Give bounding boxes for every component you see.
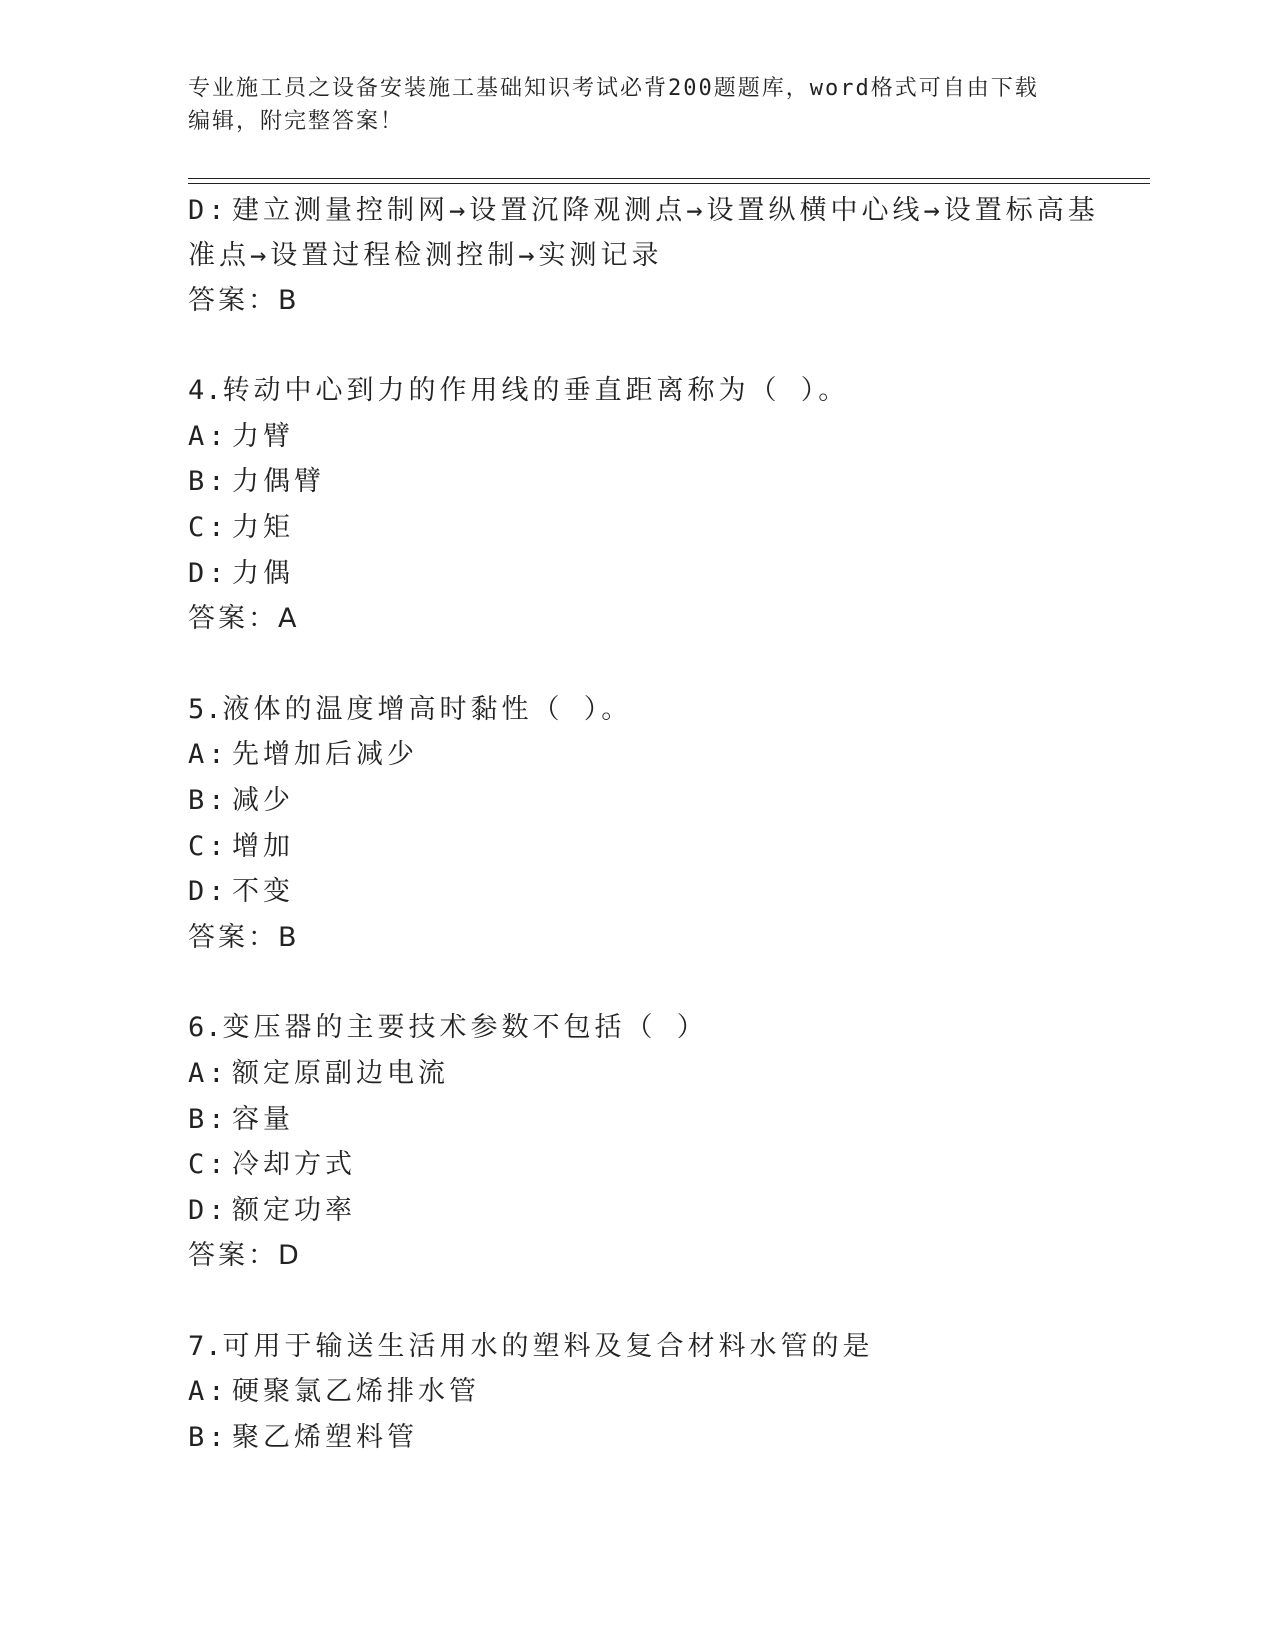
option-d-line (188, 188, 1099, 234)
option-a (188, 414, 1088, 460)
option-d (188, 869, 1088, 915)
header-divider-bottom (188, 183, 1150, 184)
option-label: D: (188, 876, 229, 908)
option-label: A: (188, 1376, 229, 1408)
question-stem (188, 368, 1088, 414)
question-text: 转动中心到力的作用线的垂直距离称为（ ）。 (222, 375, 850, 407)
question-stem (188, 1324, 1088, 1370)
option-label: B: (188, 1422, 229, 1454)
option-label: B: (188, 466, 229, 498)
option-b (188, 1097, 1088, 1143)
document-header (188, 72, 1068, 138)
option-label: B: (188, 1103, 229, 1135)
question-text: 液体的温度增高时黏性（ ）。 (222, 693, 633, 725)
question-list (188, 188, 1099, 1461)
option-b (188, 778, 1088, 824)
answer-line: 答案：B (188, 921, 300, 953)
option-d (188, 1188, 1088, 1234)
option-label: D: (188, 195, 229, 226)
question-text: 变压器的主要技术参数不包括（ ） (222, 1012, 708, 1044)
spacer (188, 960, 1088, 1005)
header-divider-top (188, 178, 1150, 179)
option-text: 力臂 (232, 420, 294, 452)
question-stem (188, 1005, 1088, 1051)
option-text: 增加 (232, 830, 294, 862)
option-text: 硬聚氯乙烯排水管 (232, 1376, 480, 1408)
option-text: 力偶臂 (232, 466, 325, 498)
option-text: 额定原副边电流 (232, 1057, 449, 1089)
option-label: A: (188, 1057, 229, 1089)
option-label: D: (188, 1194, 229, 1226)
option-a (188, 732, 1088, 778)
option-label: D: (188, 557, 229, 589)
option-a (188, 1051, 1088, 1097)
question-number: 5. (188, 693, 223, 725)
option-text: 冷却方式 (232, 1149, 356, 1181)
option-c (188, 1142, 1088, 1188)
question-text: 可用于输送生活用水的塑料及复合材料水管的是 (222, 1330, 874, 1362)
option-text: 建立测量控制网→设置沉降观测点→设置纵横中心线→设置标高基 (232, 195, 1099, 226)
question-3-tail (188, 188, 1099, 323)
option-b (188, 459, 1088, 505)
option-label: A: (188, 739, 229, 771)
question-number: 4. (188, 375, 223, 407)
option-text: 力矩 (232, 511, 294, 543)
option-label: C: (188, 511, 229, 543)
header-title-line-2: 编辑，附完整答案！ (188, 109, 405, 134)
option-d-continuation: 准点→设置过程检测控制→实测记录 (188, 239, 663, 271)
spacer (188, 1279, 1088, 1324)
question-4 (188, 368, 1088, 642)
question-6 (188, 1005, 1088, 1279)
option-label: B: (188, 784, 229, 816)
option-text: 不变 (232, 876, 294, 908)
spacer (188, 642, 1088, 687)
option-b (188, 1415, 1088, 1461)
option-a (188, 1369, 1088, 1415)
answer-line: 答案：D (188, 1240, 302, 1272)
question-7 (188, 1324, 1088, 1461)
option-text: 额定功率 (232, 1194, 356, 1226)
option-text: 力偶 (232, 557, 294, 589)
question-stem (188, 687, 1088, 733)
option-c (188, 505, 1088, 551)
answer-line: 答案：A (188, 603, 300, 635)
answer-line: 答案：B (188, 284, 300, 316)
option-text: 聚乙烯塑料管 (232, 1422, 418, 1454)
option-d (188, 551, 1088, 597)
spacer (188, 323, 1088, 368)
question-number: 7. (188, 1330, 223, 1362)
option-label: C: (188, 830, 229, 862)
question-number: 6. (188, 1012, 223, 1044)
option-c (188, 824, 1088, 870)
header-title-line-1: 专业施工员之设备安装施工基础知识考试必背200题题库，word格式可自由下载 (188, 76, 1039, 101)
option-text: 先增加后减少 (232, 739, 418, 771)
option-label: C: (188, 1149, 229, 1181)
question-5 (188, 687, 1088, 961)
option-label: A: (188, 420, 229, 452)
option-text: 容量 (232, 1103, 294, 1135)
option-text: 减少 (232, 784, 294, 816)
